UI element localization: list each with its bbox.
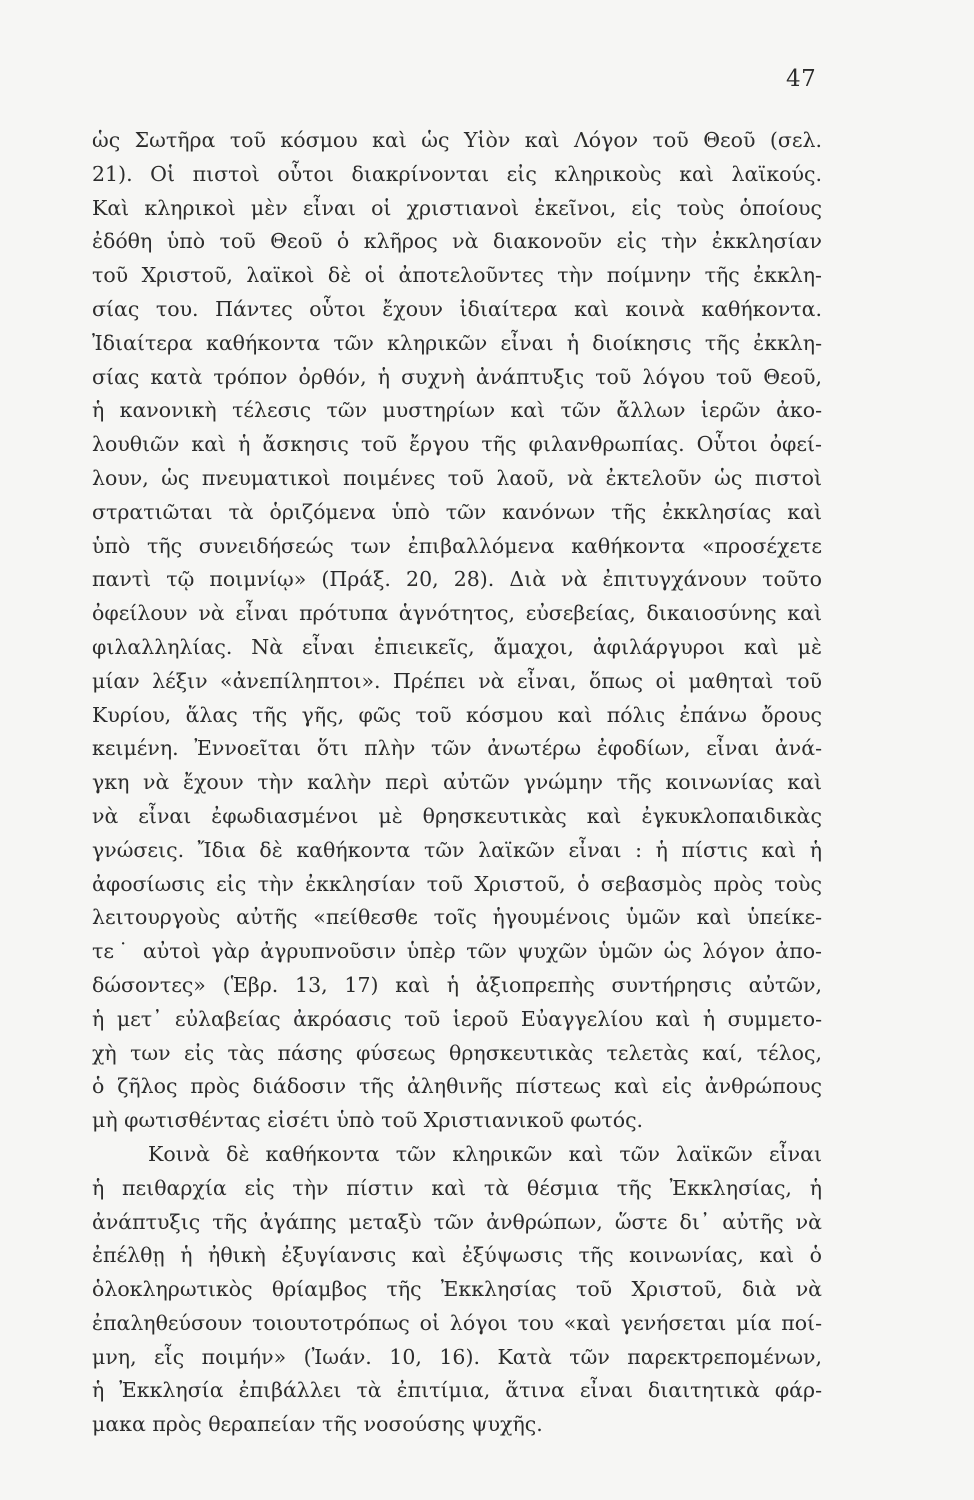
text-line: νὰ εἶναι ἐφωδιασμένοι μὲ θρησκευτικὰς καὶ ἐγκυκλοπαιδικὰς bbox=[92, 803, 822, 828]
page-number: 47 bbox=[786, 66, 817, 92]
text-line: λειτουργοὺς αὐτῆς «πείθεσθε τοῖς ἡγουμένοις ὑμῶν καὶ ὑπείκε- bbox=[92, 905, 822, 930]
paragraph-start-line: Κοινὰ δὲ καθήκοντα τῶν κληρικῶν καὶ τῶν λαϊκῶν εἶναι bbox=[148, 1141, 822, 1166]
text-line: μακα πρὸς θεραπείαν τῆς νοσούσης ψυχῆς. bbox=[92, 1412, 543, 1437]
text-line: ἡ μετ᾽ εὐλαβείας ἀκρόασις τοῦ ἱεροῦ Εὐαγγελίου καὶ ἡ συμμετο- bbox=[92, 1006, 822, 1031]
text-line: ἡ κανονικὴ τέλεσις τῶν μυστηρίων καὶ τῶν ἄλλων ἱερῶν ἀκο- bbox=[92, 398, 822, 423]
text-line: λουν, ὡς πνευματικοὶ ποιμένες τοῦ λαοῦ, νὰ ἐκτελοῦν ὡς πιστοὶ bbox=[92, 465, 822, 490]
text-line: χὴ των εἰς τὰς πάσης φύσεως θρησκευτικὰς τελετὰς καί, τέλος, bbox=[92, 1040, 822, 1065]
text-line: ὀφείλουν νὰ εἶναι πρότυπα ἁγνότητος, εὐσεβείας, δικαιοσύνης καὶ bbox=[92, 601, 822, 626]
text-line: γκη νὰ ἔχουν τὴν καλὴν περὶ αὐτῶν γνώμην τῆς κοινωνίας καὶ bbox=[92, 770, 822, 795]
text-line: σίας κατὰ τρόπον ὀρθόν, ἡ συχνὴ ἀνάπτυξις τοῦ λόγου τοῦ Θεοῦ, bbox=[92, 364, 822, 389]
text-line: φιλαλληλίας. Νὰ εἶναι ἐπιεικεῖς, ἄμαχοι, ἀφιλάργυροι καὶ μὲ bbox=[92, 634, 822, 659]
text-line: ἡ Ἐκκλησία ἐπιβάλλει τὰ ἐπιτίμια, ἅτινα εἶναι διαιτητικὰ φάρ- bbox=[92, 1378, 822, 1403]
text-line: ὁλοκληρωτικὸς θρίαμβος τῆς Ἐκκλησίας τοῦ Χριστοῦ, διὰ νὰ bbox=[92, 1277, 822, 1302]
text-line: λουθιῶν καὶ ἡ ἄσκησις τοῦ ἔργου τῆς φιλανθρωπίας. Οὗτοι ὀφεί- bbox=[92, 432, 822, 457]
text-line: ὡς Σωτῆρα τοῦ κόσμου καὶ ὡς Υἱὸν καὶ Λόγον τοῦ Θεοῦ (σελ. bbox=[92, 128, 822, 152]
text-line: ὑπὸ τῆς συνειδήσεώς των ἐπιβαλλόμενα καθήκοντα «προσέχετε bbox=[92, 533, 822, 558]
text-line: μὴ φωτισθέντας εἰσέτι ὑπὸ τοῦ Χριστιανικοῦ φωτός. bbox=[92, 1108, 644, 1133]
text-line: μίαν λέξιν «ἀνεπίληπτοι». Πρέπει νὰ εἶναι, ὅπως οἱ μαθηταὶ τοῦ bbox=[92, 668, 822, 693]
text-line: δώσοντες» (Ἑβρ. 13, 17) καὶ ἡ ἀξιοπρεπὴς συντήρησις αὐτῶν, bbox=[92, 972, 822, 997]
text-line: ὁ ζῆλος πρὸς διάδοσιν τῆς ἀληθινῆς πίστεως καὶ εἰς ἀνθρώπους bbox=[92, 1074, 822, 1099]
text-line: μνη, εἷς ποιμήν» (Ἰωάν. 10, 16). Κατὰ τῶν παρεκτρεπομένων, bbox=[92, 1344, 822, 1369]
text-line: τε˙ αὐτοὶ γὰρ ἀγρυπνοῦσιν ὑπὲρ τῶν ψυχῶν ὑμῶν ὡς λόγον ἀπο- bbox=[92, 939, 822, 964]
body-text bbox=[92, 124, 822, 1442]
text-line: ἡ πειθαρχία εἰς τὴν πίστιν καὶ τὰ θέσμια τῆς Ἐκκλησίας, ἡ bbox=[92, 1175, 822, 1200]
text-line: ἐπαληθεύσουν τοιουτοτρόπως οἱ λόγοι του «καὶ γενήσεται μία ποί- bbox=[92, 1310, 822, 1335]
text-line: Ἰδιαίτερα καθήκοντα τῶν κληρικῶν εἶναι ἡ διοίκησις τῆς ἐκκλη- bbox=[92, 330, 822, 355]
text-line: κειμένη. Ἐννοεῖται ὅτι πλὴν τῶν ἀνωτέρω ἐφοδίων, εἶναι ἀνά- bbox=[92, 736, 822, 761]
text-line: ἐδόθη ὑπὸ τοῦ Θεοῦ ὁ κλῆρος νὰ διακονοῦν εἰς τὴν ἐκκλησίαν bbox=[92, 229, 822, 254]
text-line: ἀνάπτυξις τῆς ἀγάπης μεταξὺ τῶν ἀνθρώπων, ὥστε δι᾽ αὐτῆς νὰ bbox=[92, 1209, 822, 1234]
text-line: τοῦ Χριστοῦ, λαϊκοὶ δὲ οἱ ἀποτελοῦντες τὴν ποίμνην τῆς ἐκκλη- bbox=[92, 263, 822, 288]
text-line: ἀφοσίωσις εἰς τὴν ἐκκλησίαν τοῦ Χριστοῦ, ὁ σεβασμὸς πρὸς τοὺς bbox=[92, 871, 822, 896]
text-line: παντὶ τῷ ποιμνίῳ» (Πράξ. 20, 28). Διὰ νὰ ἐπιτυγχάνουν τοῦτο bbox=[92, 567, 822, 592]
text-line: Καὶ κληρικοὶ μὲν εἶναι οἱ χριστιανοὶ ἐκεῖνοι, εἰς τοὺς ὁποίους bbox=[92, 195, 822, 220]
text-line: Κυρίου, ἅλας τῆς γῆς, φῶς τοῦ κόσμου καὶ πόλις ἐπάνω ὄρους bbox=[92, 702, 822, 727]
text-line: στρατιῶται τὰ ὁριζόμενα ὑπὸ τῶν κανόνων τῆς ἐκκλησίας καὶ bbox=[92, 499, 822, 524]
text-line: ἐπέλθῃ ἡ ἠθικὴ ἐξυγίανσις καὶ ἐξύψωσις τῆς κοινωνίας, καὶ ὁ bbox=[92, 1243, 822, 1268]
text-line: σίας του. Πάντες οὗτοι ἔχουν ἰδιαίτερα καὶ κοινὰ καθήκοντα. bbox=[92, 296, 822, 321]
text-line: γνώσεις. Ἴδια δὲ καθήκοντα τῶν λαϊκῶν εἶναι : ἡ πίστις καὶ ἡ bbox=[92, 837, 822, 862]
text-line: 21). Οἱ πιστοὶ οὗτοι διακρίνονται εἰς κληρικοὺς καὶ λαϊκούς. bbox=[92, 161, 822, 186]
